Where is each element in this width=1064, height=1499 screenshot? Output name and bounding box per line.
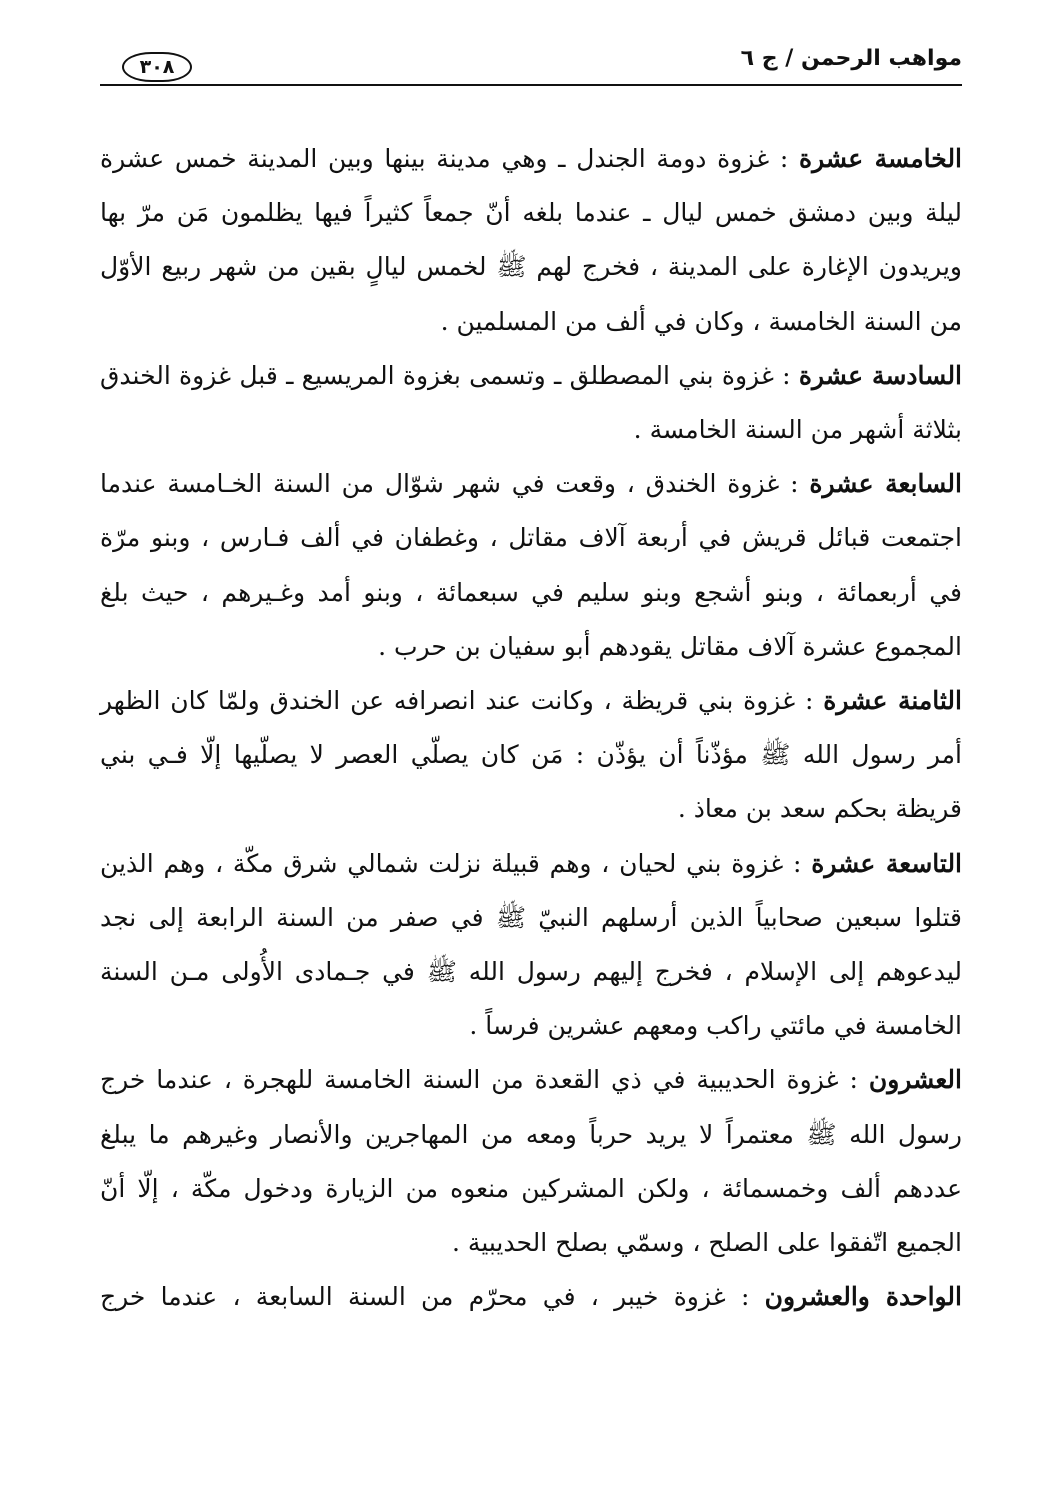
paragraph-19 — [100, 837, 962, 1054]
paragraph-text: : غزوة خيبر ، في محرّم من السنة السابعة ، عندما خرج — [100, 1282, 765, 1312]
paragraph-21 — [100, 1270, 962, 1324]
running-title: مواهب الرحمن / ج ٦ — [740, 46, 962, 71]
page-number-badge — [122, 52, 192, 82]
paragraph-label: السابعة عشرة — [809, 469, 962, 499]
paragraph-17 — [100, 457, 962, 674]
paragraph-label: الواحدة والعشرون — [764, 1282, 962, 1312]
paragraph-18 — [100, 674, 962, 837]
paragraph-label: العشرون — [868, 1065, 962, 1095]
page-header — [100, 42, 962, 92]
paragraph-text: : غزوة دومة الجندل ـ وهي مدينة بينها وبين المدينة خمس عشرة ليلة وبين دمشق خمس ليال ـ عندما بلغه أنّ جمعاً كثيراً فيها يظلمون مَن مرّ بها ويريدون الإغارة على المدينة ، فخرج لهم ﷺ لخمس ليالٍ بقين من شهر ربيع الأوّل من السنة الخامسة ، وكان في ألف من المسلمين . — [100, 144, 962, 336]
paragraph-label: التاسعة عشرة — [811, 848, 963, 878]
paragraph-text: : غزوة بني المصطلق ـ وتسمى بغزوة المريسيع ـ قبل غزوة الخندق بثلاثة أشهر من السنة الخامسة . — [100, 360, 962, 445]
paragraph-text: : غزوة بني لحيان ، وهم قبيلة نزلت شمالي شرق مكّة ، وهم الذين قتلوا سبعين صحابياً الذين أرسلهم النبيّ ﷺ في صفر من السنة الرابعة إلى نجد ليدعوهم إلى الإسلام ، فخرج إليهم رسول الله ﷺ في جـمادى الأُولى مـن السنة الخامسة في مائتي راكب ومعهم عشرين فرساً . — [100, 848, 963, 1041]
paragraph-label: السادسة عشرة — [798, 360, 963, 390]
page-number: ٣٠٨ — [139, 55, 175, 78]
paragraph-20 — [100, 1053, 962, 1270]
paragraph-text: : غزوة بني قريظة ، وكانت عند انصرافه عن الخندق ولمّا كان الظهر أمر رسول الله ﷺ مؤذّناً أن يؤذّن : مَن كان يصلّي العصر لا يصلّيها إلّا فـي بني قريظة بحكم سعد بن معاذ . — [100, 686, 962, 824]
paragraph-text: : غزوة الخندق ، وقعت في شهر شوّال من السنة الخـامسة عندما اجتمعت قبائل قريش في أربعة آلاف مقاتل ، وغطفان في ألف فـارس ، وبنو مرّة في أربعمائة ، وبنو أشجع وبنو سليم في سبعمائة ، وبنو أمد وغـيرهم ، حيث بلغ المجموع عشرة آلاف مقاتل يقودهم أبو سفيان بن حرب . — [100, 469, 962, 661]
header-rule — [100, 84, 962, 86]
paragraph-label: الخامسة عشرة — [799, 144, 963, 173]
paragraph-label: الثامنة عشرة — [823, 686, 963, 716]
body-text — [100, 132, 962, 1324]
paragraph-15 — [100, 132, 962, 349]
paragraph-16 — [100, 349, 962, 457]
paragraph-text: : غزوة الحديبية في ذي القعدة من السنة الخامسة للهجرة ، عندما خرج رسول الله ﷺ معتمراً لا يريد حرباً ومعه من المهاجرين والأنصار وغيرهم ما يبلغ عددهم ألف وخمسمائة ، ولكن المشركين منعوه من الزيارة ودخول مكّة ، إلّا أنّ الجميع اتّفقوا على الصلح ، وسمّي بصلح الحديبية . — [100, 1065, 962, 1258]
